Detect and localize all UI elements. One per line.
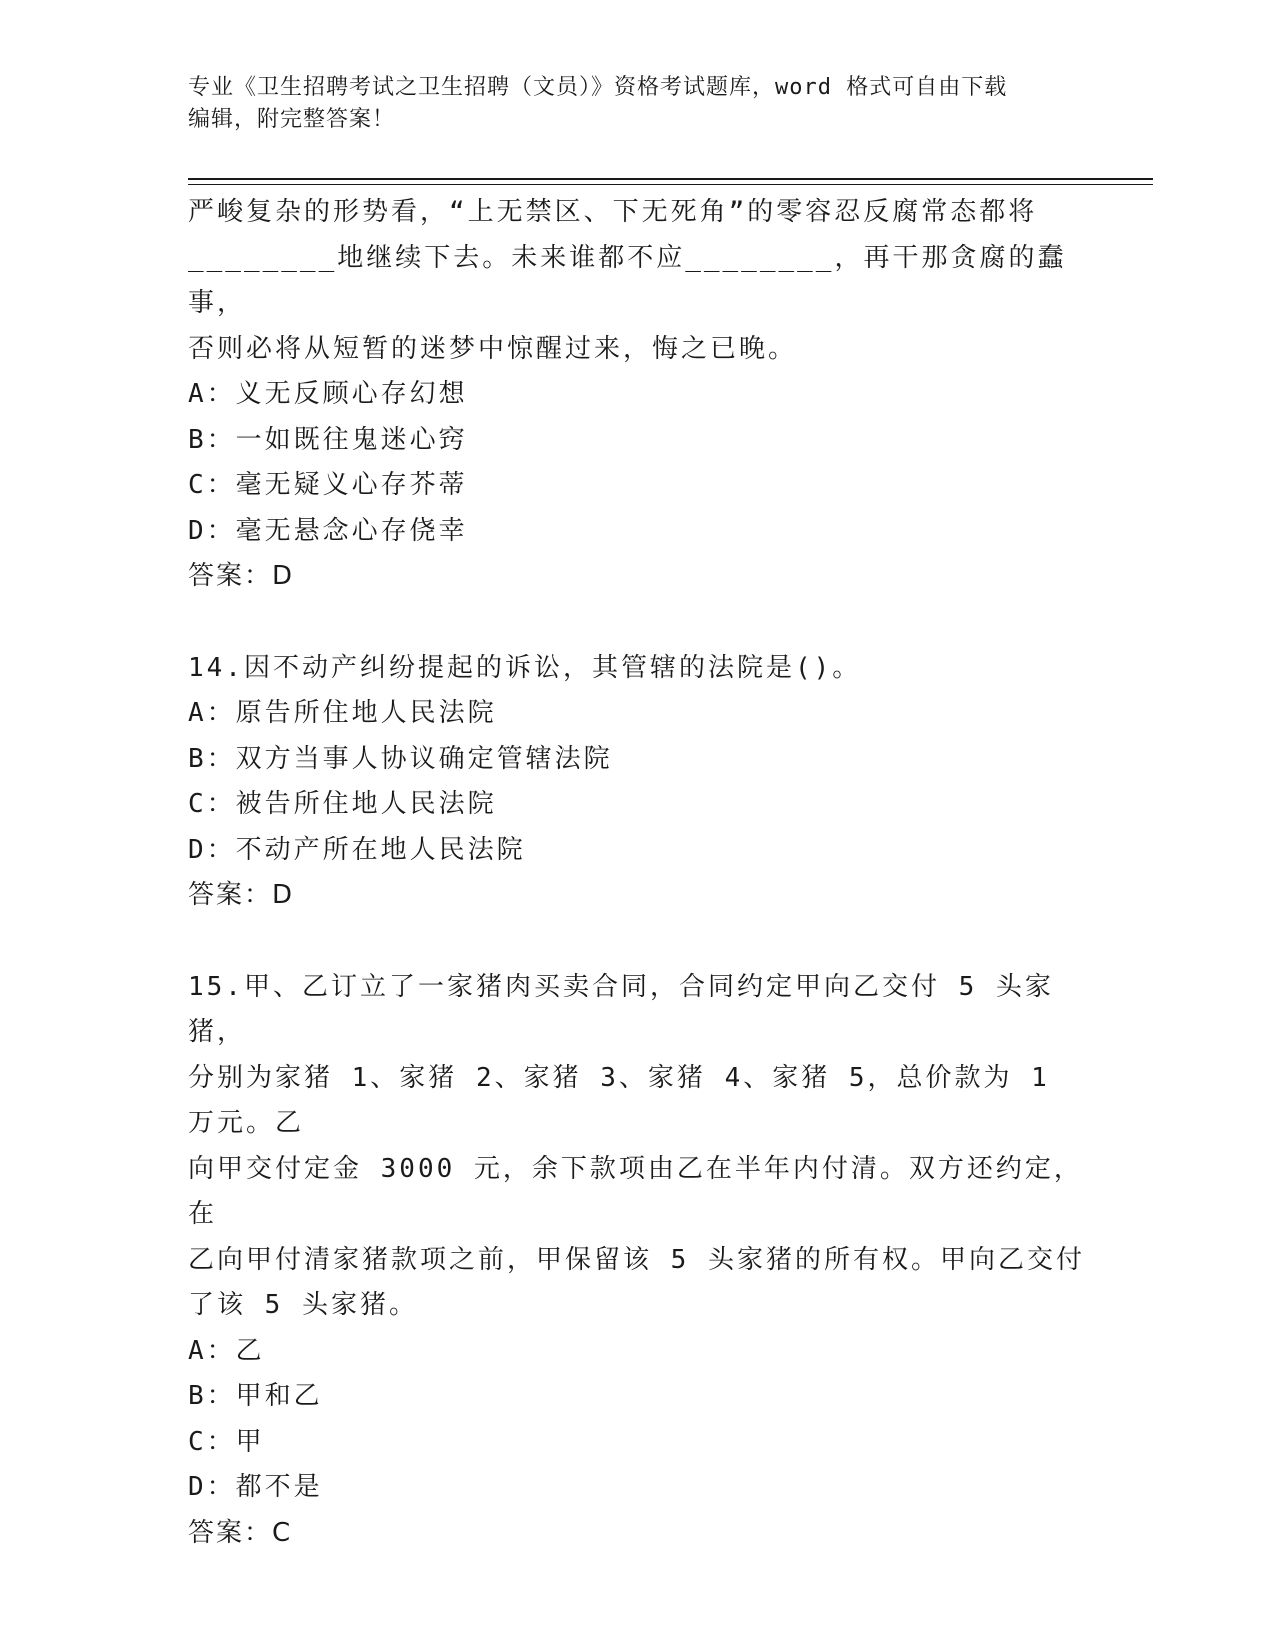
question-15 [188,965,1088,1557]
header-line-2: 编辑，附完整答案！ [188,107,396,132]
question-text-line: 分别为家猪 1、家猪 2、家猪 3、家猪 4、家猪 5，总价款为 1 万元。乙 [188,1062,1050,1138]
question-text-line: 否则必将从短暂的迷梦中惊醒过来，悔之已晚。 [188,333,798,364]
option-b: B：甲和乙 [188,1381,323,1411]
option-b: B：一如既往鬼迷心窍 [188,424,468,455]
option-a: A：原告所住地人民法院 [188,698,497,728]
document-header [188,72,1068,136]
option-c: C：毫无疑义心存芥蒂 [188,470,468,500]
option-d: D：毫无悬念心存侥幸 [188,515,468,546]
answer-line: 答案：D [188,561,295,591]
option-d: D：不动产所在地人民法院 [188,834,526,865]
question-text-line: 乙向甲付清家猪款项之前，甲保留该 5 头家猪的所有权。甲向乙交付 [188,1244,1085,1275]
header-line-1: 专业《卫生招聘考试之卫生招聘（文员）》资格考试题库，word 格式可自由下载 [188,75,1008,100]
answer-line: 答案：D [188,880,295,910]
document-body [188,190,1088,1556]
option-c: C：甲 [188,1426,265,1457]
question-text-line: 15.甲、乙订立了一家猪肉买卖合同，合同约定甲向乙交付 5 头家猪， [188,971,1054,1047]
header-divider-thin [188,184,1153,185]
question-text-line: 向甲交付定金 3000 元，余下款项由乙在半年内付清。双方还约定，在 [188,1153,1083,1229]
question-13 [188,190,1088,600]
header-divider-thick [188,178,1153,180]
option-c: C：被告所住地人民法院 [188,789,497,819]
question-text-line: ________地继续下去。未来谁都不应________，再干那贪腐的蠢事， [188,242,1067,318]
option-a: A：义无反顾心存幻想 [188,379,468,409]
question-text-line: 了该 5 头家猪。 [188,1290,418,1320]
option-a: A：乙 [188,1335,265,1366]
question-14 [188,646,1088,919]
answer-line: 答案：C [188,1517,293,1548]
question-text-line: 14.因不动产纠纷提起的诉讼，其管辖的法院是()。 [188,652,862,683]
question-text-line: 严峻复杂的形势看，“上无禁区、下无死角”的零容忍反腐常态都将 [188,197,1038,227]
option-b: B：双方当事人协议确定管辖法院 [188,743,613,774]
option-d: D：都不是 [188,1472,323,1502]
